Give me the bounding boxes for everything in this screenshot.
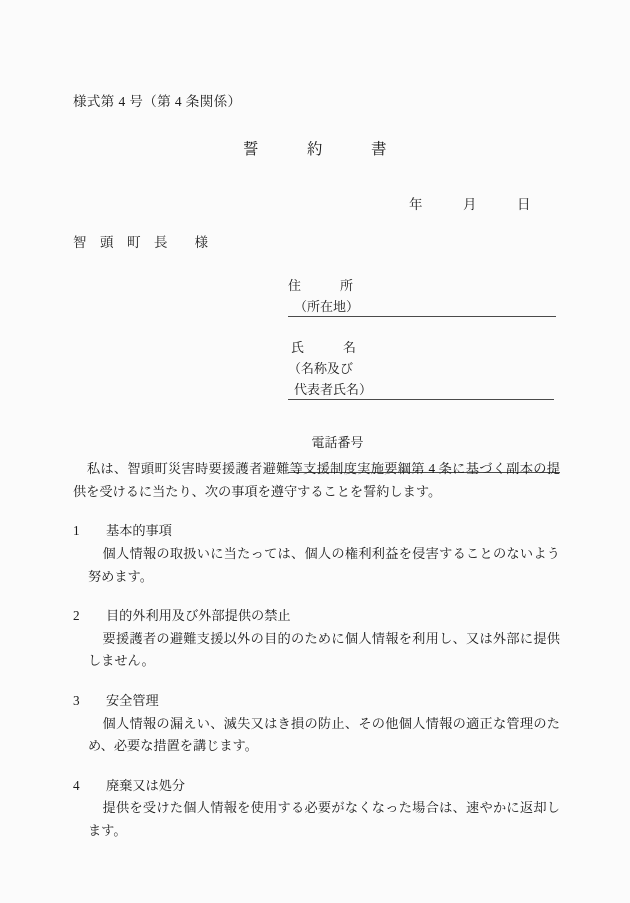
clause-heading: 3 安全管理 xyxy=(73,693,159,709)
clause-item xyxy=(73,758,560,843)
clause-item xyxy=(73,673,560,758)
form-number: 様式第 4 号（第 4 条関係） xyxy=(73,94,242,109)
clause-text: 要援護者の避難支援以外の目的のために個人情報を利用し、又は外部に提供しません。 xyxy=(88,630,560,669)
address-sub-label: （所在地） xyxy=(294,299,360,315)
lead-paragraph: 私は、智頭町災害時要援護者避難等支援制度実施要綱第 4 条に基づく副本の提供を受けるに当たり、次の事項を遵守することを誓約します。 xyxy=(73,461,560,499)
clause-heading: 2 目的外利用及び外部提供の禁止 xyxy=(73,608,291,624)
name-sub-label-first: （名称及び xyxy=(288,361,354,377)
party-information-block xyxy=(288,275,560,473)
name-field xyxy=(288,337,560,400)
phone-label: 電話番号 xyxy=(311,434,364,450)
address-field xyxy=(288,275,560,317)
name-label: 氏 名 xyxy=(291,340,357,356)
document-body xyxy=(73,458,560,843)
clause-heading: 4 廃棄又は処分 xyxy=(73,777,186,793)
clause-text: 個人情報の取扱いに当たっては、個人の権利利益を侵害することのないよう努めます。 xyxy=(88,545,560,584)
date-line: 年 月 日 xyxy=(409,197,531,212)
spacer xyxy=(288,317,560,337)
clause-text: 提供を受けた個人情報を使用する必要がなくなった場合は、速やかに返却します。 xyxy=(88,800,560,839)
clause-item xyxy=(73,503,560,588)
spacer xyxy=(288,400,560,413)
page-title: 誓 約 書 xyxy=(242,141,387,158)
clause-heading: 1 基本的事項 xyxy=(73,523,172,539)
clause-item xyxy=(73,588,560,673)
name-sub-label-second: 代表者氏名） xyxy=(294,382,373,398)
addressee-line: 智 頭 町 長 様 xyxy=(73,235,208,250)
address-label: 住 所 xyxy=(288,278,354,293)
clause-text: 個人情報の漏えい、滅失又はき損の防止、その他個人情報の適正な管理のため、必要な措置を講じます。 xyxy=(88,715,560,754)
